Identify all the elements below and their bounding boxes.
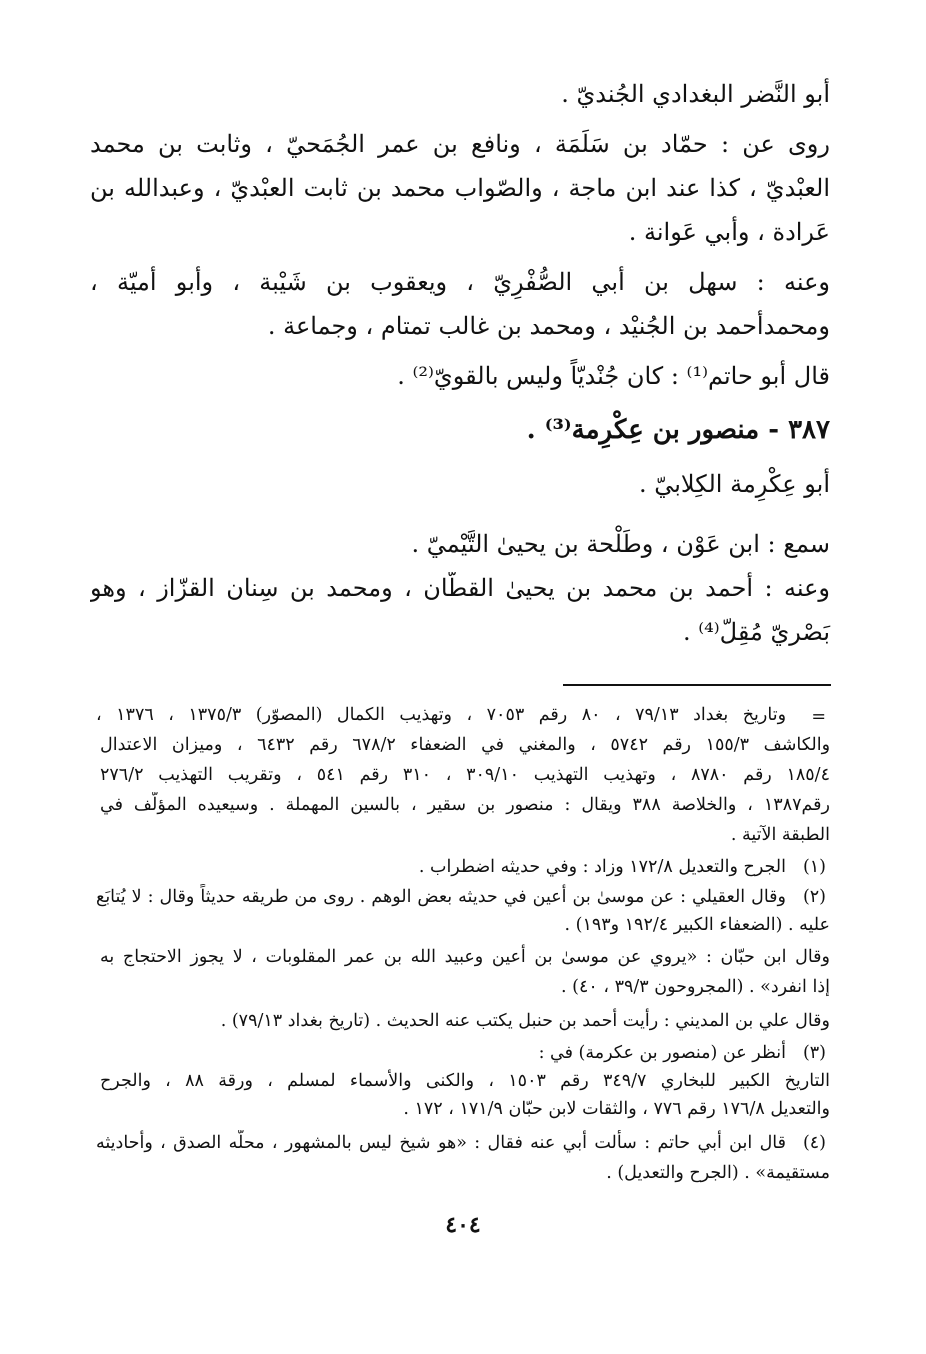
text-line: أبو النَّضر البغدادي الجُنديّ . xyxy=(561,80,830,108)
footnote-number: (٢) xyxy=(802,887,826,907)
footnote-number: (١) xyxy=(802,857,826,877)
footnote-line: والكاشف ١٥٥/٣ رقم ٥٧٤٢ ، والمغني في الضعفاء ٦٧٨/٢ رقم ٦٤٣٢ ، وميزان الاعتدال xyxy=(100,735,830,755)
footnote-line: وقال علي بن المديني : رأيت أحمد بن حنبل يكتب عنه الحديث . (تاريخ بغداد ٧٩/١٣) . xyxy=(220,1011,830,1031)
footnote-number: (٣) xyxy=(802,1043,826,1063)
text-line: سمع : ابن عَوْن ، وطَلْحة بن يحيىٰ التَّيْميّ . xyxy=(411,530,830,558)
footnote-line: الجرح والتعديل ١٧٢/٨ وزاد : وفي حديثه اضطراب . xyxy=(418,857,786,877)
text-line: بَصْريّ مُقِلّ⁽⁴⁾ . xyxy=(683,618,830,646)
footnote-line: وقال ابن حبّان : «يروي عن موسىٰ بن أعين وعبيد الله بن عمر المقلوبات ، لا يجوز الاحتجاج به xyxy=(100,947,830,967)
footnote-line: مستقيمة» . (الجرح والتعديل) . xyxy=(606,1163,830,1183)
text-line: العبْديّ ، كذا عند ابن ماجة ، والصّواب محمد بن ثابت العبْديّ ، وعبدالله بن xyxy=(90,174,830,202)
text-line: وعنه : سهل بن أبي الصُّفْرِيّ ، ويعقوب بن شَيْبة ، وأبو أُميّة ، xyxy=(90,268,830,296)
footnote-line: التاريخ الكبير للبخاري ٣٤٩/٧ رقم ١٥٠٣ ، والكنى والأسماء لمسلم ، ورقة ٨٨ ، والجرح xyxy=(100,1071,830,1091)
footnote-line: والتعديل ١٧٦/٨ رقم ٧٧٦ ، والثقات لابن حبّان ١٧١/٩ ، ١٧٢ . xyxy=(403,1099,830,1119)
page-number: ٤٠٤ xyxy=(445,1212,481,1238)
text-line: روى عن : حمّاد بن سَلَمَة ، ونافع بن عمر الجُمَحيّ ، وثابت بن محمد xyxy=(90,130,830,158)
footnote-line: قال ابن أبي حاتم : سألت أبي عنه فقال : «هو شيخ ليس بالمشهور ، محلّه الصدق ، وأحاديثه xyxy=(96,1133,786,1153)
footnote-line: إذا انفرد» . (المجروحون ٣٩/٣ ، ٤٠) . xyxy=(561,977,830,997)
footnote-line: ١٨٥/٤ رقم ٨٧٨٠ ، وتهذيب التهذيب ٣٠٩/١٠ ، ٣١٠ رقم ٥٤١ ، وتقريب التهذيب ٢٧٦/٢ xyxy=(100,765,830,785)
text-line: وعنه : أحمد بن محمد بن يحيىٰ القطّان ، ومحمد بن سِنان القزّاز ، وهو xyxy=(90,574,830,602)
continuation-mark: = xyxy=(811,707,826,727)
footnote-line: وتاريخ بغداد ٧٩/١٣ ، ٨٠ رقم ٧٠٥٣ ، وتهذيب الكمال (المصوّر) ١٣٧٥/٣ ، ١٣٧٦ ، xyxy=(96,705,786,725)
footnote-line: أنظر عن (منصور بن عكرمة) في : xyxy=(538,1043,786,1063)
text-line: قال أبو حاتم⁽¹⁾ : كان جُنْديّاً وليس بالقويّ⁽²⁾ . xyxy=(397,362,830,390)
text-line: ومحمدأحمد بن الجُنيْد ، ومحمد بن غالب تمتام ، وجماعة . xyxy=(267,312,830,340)
footnote-line: وقال العقيلي : عن موسىٰ بن أعين في حديثه بعض الوهم . روى من طريقه حديثاً وقال : لا يُتابَع xyxy=(96,887,786,907)
footnote-number: (٤) xyxy=(802,1133,826,1153)
text-line: عَرادة ، وأبي عَوانة . xyxy=(628,218,830,246)
text-line: أبو عِكْرِمة الكِلابيّ . xyxy=(638,470,830,498)
entry-heading: ٣٨٧ - منصور بن عِكْرِمة⁽³⁾ . xyxy=(526,415,830,445)
footnote-line: عليه . (الضعفاء الكبير ١٩٢/٤ و١٩٣) . xyxy=(564,915,830,935)
footnote-line: الطبقة الآتية . xyxy=(730,825,830,845)
footnote-line: رقم١٣٨٧ ، والخلاصة ٣٨٨ ويقال : منصور بن سقير ، بالسين المهملة . وسيعيده المؤلّف في xyxy=(100,795,830,815)
footnote-divider xyxy=(563,684,831,686)
